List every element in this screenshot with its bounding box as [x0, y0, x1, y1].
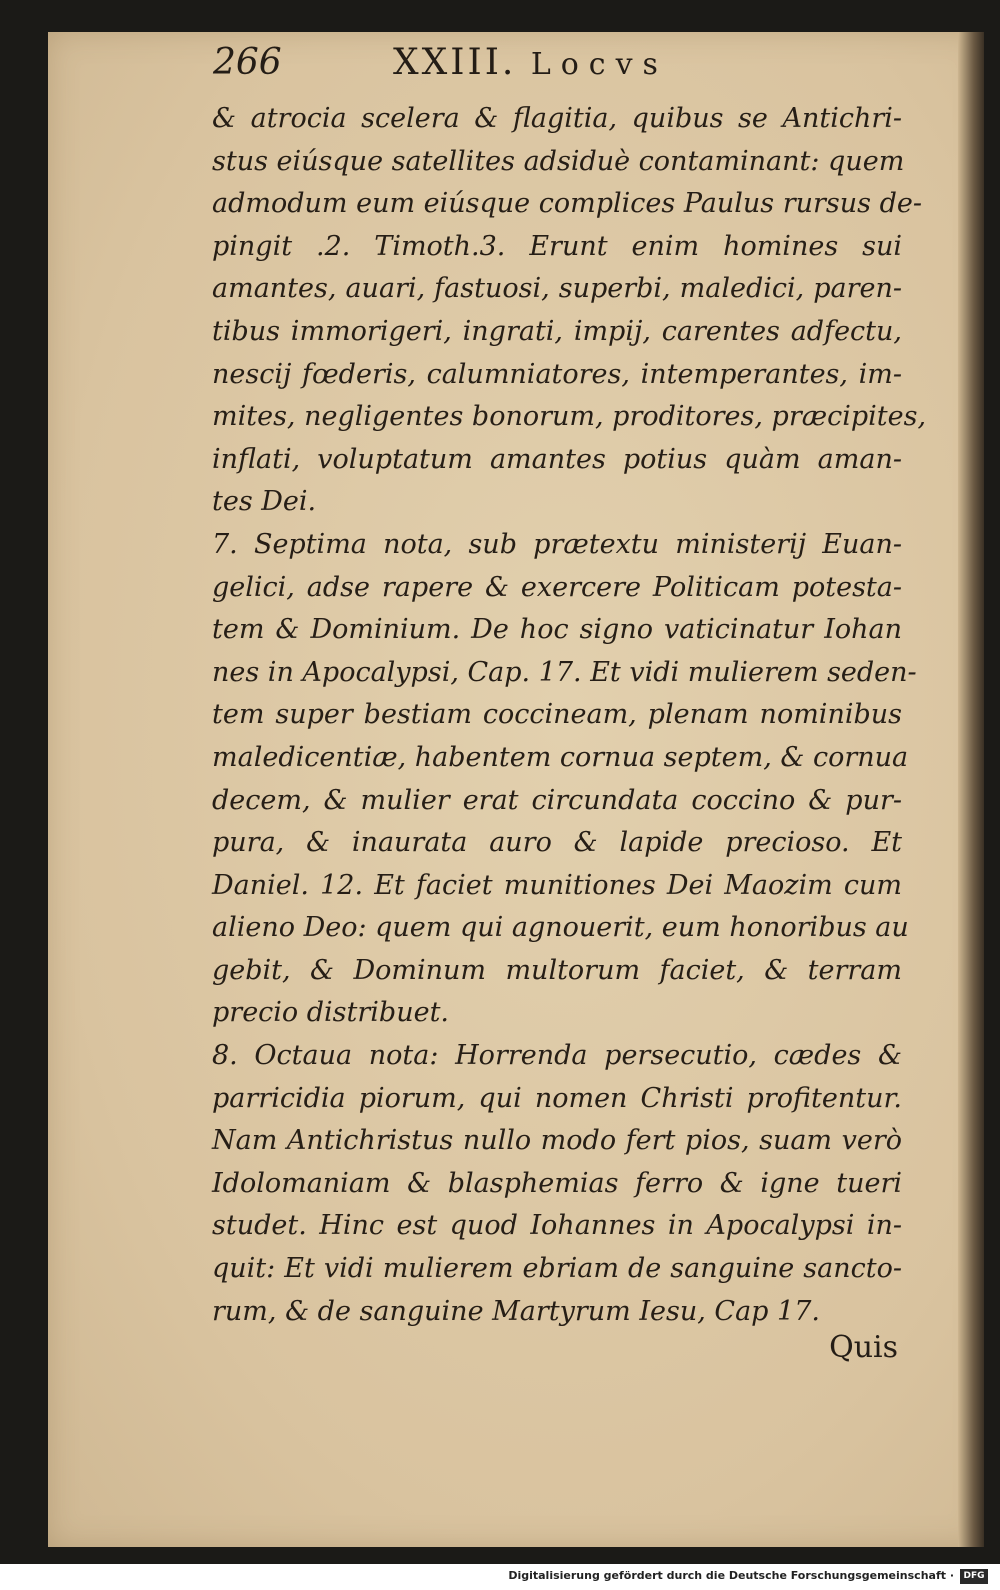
text-line: & atrocia scelera & flagitia, quibus se Antichri-: [212, 103, 902, 134]
text-line: studet. Hinc est quod Iohannes in Apocalypsi in-: [212, 1210, 902, 1242]
text-line: stus eiúsque satellites adsiduè contaminant: quem: [212, 145, 905, 177]
text-line: tibus immorigeri, ingrati, impij, carentes adfectu,: [212, 315, 902, 347]
text-line: gelici, adse rapere & exercere Politicam potesta-: [212, 571, 902, 603]
text-line: rum, & de sanguine Martyrum Iesu, Cap 17.: [212, 1295, 820, 1327]
text-line: parricidia piorum, qui nomen Christi profitentur.: [212, 1082, 902, 1114]
text-line: Daniel. 12. Et faciet munitiones Dei Maozim cum: [212, 869, 902, 901]
text-line: inflati, voluptatum amantes potius quàm aman-: [212, 443, 902, 475]
page-spine-edge: [958, 32, 984, 1547]
text-line: Nam Antichristus nullo modo fert pios, suam verò: [212, 1125, 902, 1157]
running-title-word: Locvs: [530, 47, 668, 82]
text-line: gebit, & Dominum multorum faciet, & terram: [212, 954, 902, 986]
text-line: tem & Dominium. De hoc signo vaticinatur Iohan: [212, 614, 902, 646]
catchword: Quis: [829, 1330, 898, 1365]
running-title: [393, 42, 668, 83]
text-line: quit: Et vidi mulierem ebriam de sanguine sancto-: [212, 1253, 902, 1285]
text-line: pingit .2. Timoth.3. Erunt enim homines sui: [212, 230, 902, 262]
page-number: 266: [213, 42, 282, 83]
text-line: alieno Deo: quem qui agnouerit, eum honoribus au: [212, 912, 909, 944]
text-line: nescij fœderis, calumniatores, intemperantes, im-: [212, 358, 902, 390]
footer-bar: [0, 1564, 1000, 1590]
funding-credit: Digitalisierung gefördert durch die Deutsche Forschungsgemeinschaft ·: [508, 1569, 954, 1582]
text-line: 8. Octaua nota: Horrenda persecutio, cædes &: [212, 1040, 902, 1072]
body-text: [212, 98, 927, 1333]
text-line: Idolomaniam & blasphemias ferro & igne tueri: [212, 1167, 902, 1199]
text-line: precio distribuet.: [212, 997, 450, 1029]
text-line: decem, & mulier erat circundata coccino & pur-: [212, 784, 902, 816]
text-line: amantes, auari, fastuosi, superbi, maledici, paren-: [212, 273, 902, 305]
text-line: mites, negligentes bonorum, proditores, præcipites,: [212, 401, 927, 433]
dfg-logo-icon: DFG: [960, 1569, 988, 1584]
page-header: [213, 42, 773, 92]
text-line: nes in Apocalypsi, Cap. 17. Et vidi mulierem seden-: [212, 656, 917, 688]
text-line: tes Dei.: [212, 486, 317, 518]
text-line: 7. Septima nota, sub prætextu ministerij Euan-: [212, 528, 902, 560]
running-title-main: XXIII.: [393, 42, 517, 83]
text-line: pura, & inaurata auro & lapide precioso. Et: [212, 827, 902, 859]
text-line: maledicentiæ, habentem cornua septem, & cornua: [212, 741, 909, 773]
text-line: tem super bestiam coccineam, plenam nominibus: [212, 699, 902, 731]
text-line: admodum eum eiúsque complices Paulus rursus de-: [212, 188, 922, 220]
